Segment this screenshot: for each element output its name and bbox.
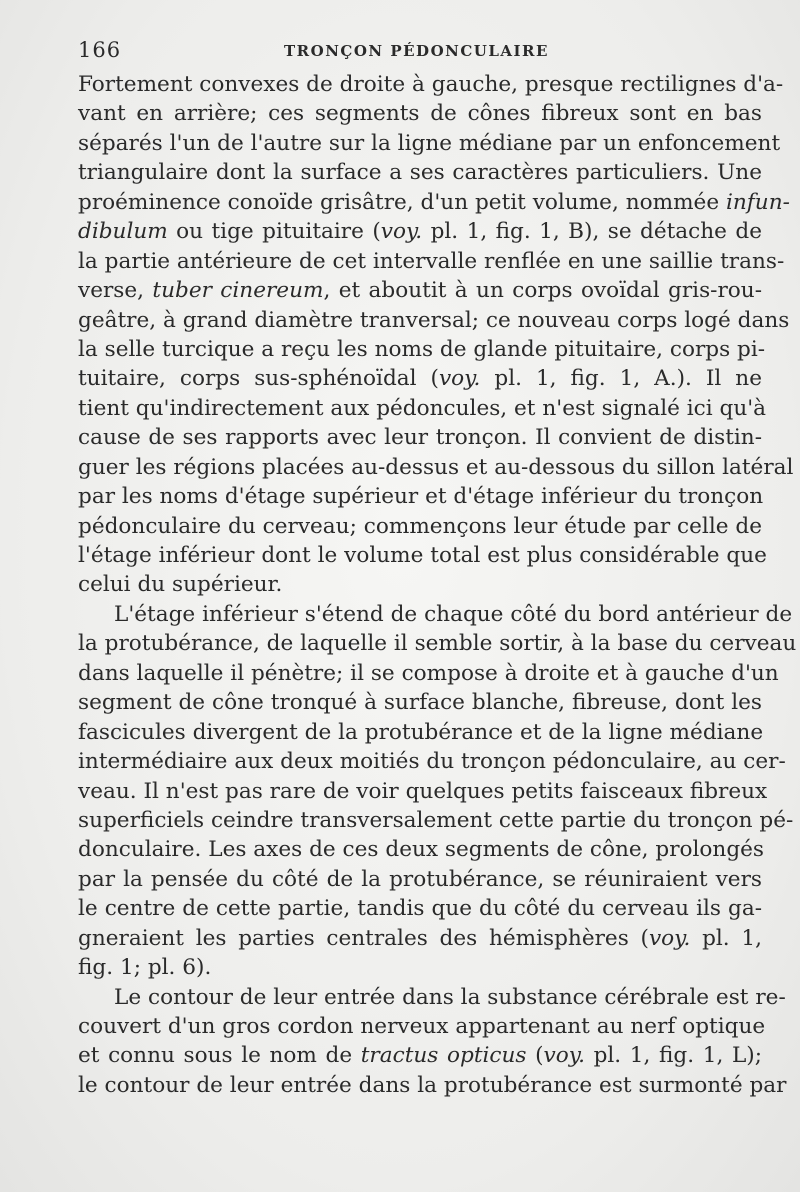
text-line: et connu sous le nom de tractus opticus (voy. pl. 1, fig. 1, L); [78, 1043, 762, 1069]
text-line: le contour de leur entrée dans la protubérance est surmonté par [78, 1072, 787, 1098]
text-line: celui du supérieur. [78, 572, 283, 598]
text-line: par la pensée du côté de la protubérance, se réuniraient vers [78, 866, 762, 892]
page-number: 166 [78, 38, 122, 62]
text-line: verse, tuber cinereum, et aboutit à un corps ovoïdal gris-rou- [78, 278, 762, 304]
text-line: tuitaire, corps sus-sphénoïdal (voy. pl. 1, fig. 1, A.). Il ne [78, 366, 762, 392]
text-line: Le contour de leur entrée dans la substance cérébrale est re- [114, 984, 786, 1010]
text-line: tient qu'indirectement aux pédoncules, et n'est signalé ici qu'à [78, 395, 767, 421]
text-line: donculaire. Les axes de ces deux segments de cône, prolongés [78, 837, 765, 863]
text-line: par les noms d'étage supérieur et d'étage inférieur du tronçon [78, 484, 764, 510]
text-line: dans laquelle il pénètre; il se compose à droite et à gauche d'un [78, 660, 779, 686]
text-line: fig. 1; pl. 6). [78, 955, 212, 981]
running-title: TRONÇON PÉDONCULAIRE [284, 42, 549, 60]
text-line: proéminence conoïde grisâtre, d'un petit volume, nommée infun- [78, 189, 790, 215]
paragraph-1 [78, 70, 794, 600]
text-line: Fortement convexes de droite à gauche, presque rectilignes d'a- [78, 72, 784, 97]
text-line: L'étage inférieur s'étend de chaque côté du bord antérieur de [114, 601, 793, 627]
page-header [78, 38, 754, 68]
text-line: fascicules divergent de la protubérance et de la ligne médiane [78, 719, 764, 745]
text-line: dibulum ou tige pituitaire (voy. pl. 1, fig. 1, B), se détache de [78, 219, 762, 245]
text-line: superficiels ceindre transversalement cette partie du tronçon pé- [78, 807, 794, 833]
text-line: le centre de cette partie, tandis que du côté du cerveau ils ga- [78, 896, 762, 922]
text-line: la partie antérieure de cet intervalle renflée en une saillie trans- [78, 248, 785, 274]
text-line: la protubérance, de laquelle il semble sortir, à la base du cerveau [78, 631, 797, 657]
text-line: triangulaire dont la surface a ses caractères particuliers. Une [78, 160, 762, 186]
text-line: gneraient les parties centrales des hémisphères (voy. pl. 1, [78, 925, 762, 951]
text-line: geâtre, à grand diamètre tranversal; ce nouveau corps logé dans [78, 307, 790, 333]
text-line: couvert d'un gros cordon nerveux appartenant au nerf optique [78, 1014, 766, 1039]
paragraph-2 [78, 600, 797, 983]
text-line: veau. Il n'est pas rare de voir quelques petits faisceaux fibreux [78, 778, 768, 804]
text-line: segment de cône tronqué à surface blanche, fibreuse, dont les [78, 690, 762, 716]
text-line: guer les régions placées au-dessus et au-dessous du sillon latéral [78, 454, 794, 480]
text-line: l'étage inférieur dont le volume total est plus considérable que [78, 543, 767, 568]
text-line: cause de ses rapports avec leur tronçon. Il convient de distin- [78, 425, 762, 451]
text-line: la selle turcique a reçu les noms de glande pituitaire, corps pi- [78, 336, 766, 362]
text-line: pédonculaire du cerveau; commençons leur étude par celle de [78, 513, 762, 539]
text-line: vant en arrière; ces segments de cônes fibreux sont en bas [78, 101, 762, 127]
body-text [78, 70, 797, 1100]
text-line: séparés l'un de l'autre sur la ligne médiane par un enfoncement [78, 130, 781, 156]
text-line: intermédiaire aux deux moitiés du tronçon pédonculaire, au cer- [78, 749, 786, 775]
paragraph-3 [78, 983, 787, 1101]
